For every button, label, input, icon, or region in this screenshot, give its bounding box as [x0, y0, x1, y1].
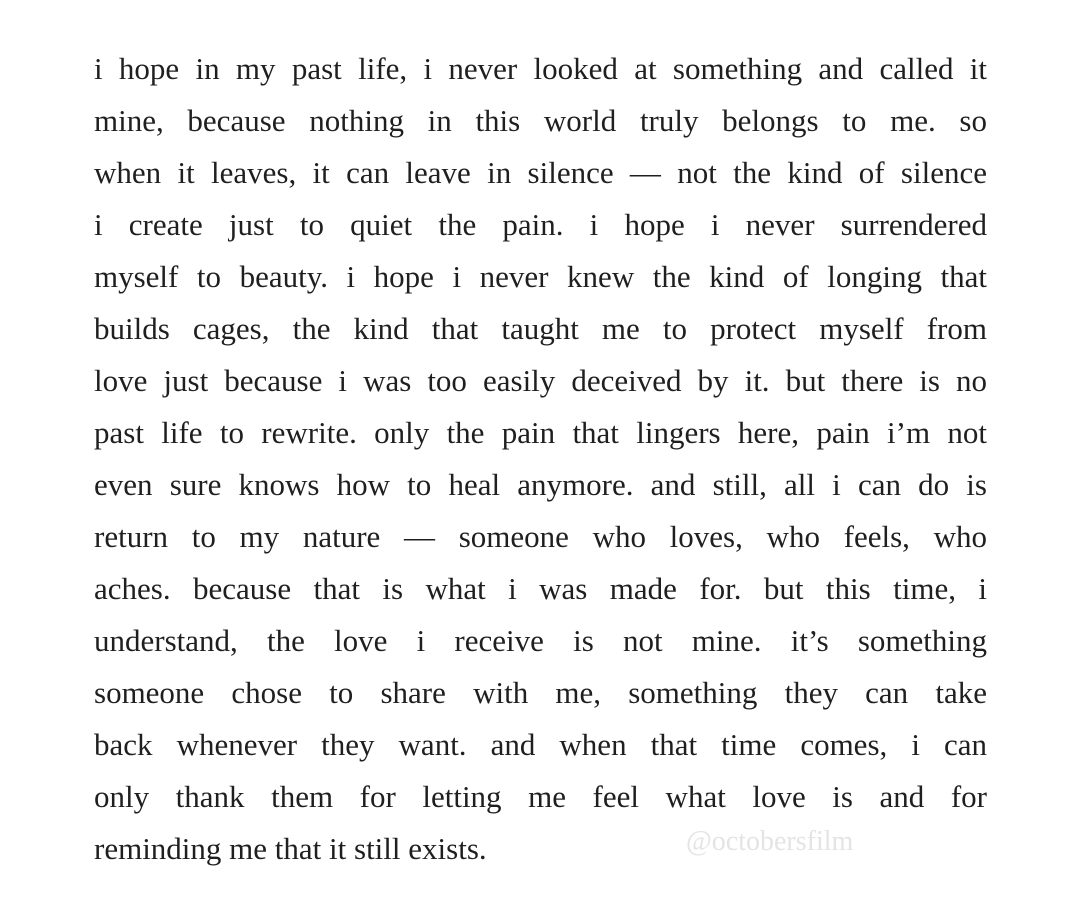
- text-line: back whenever they want. and when that time comes, i can: [94, 727, 987, 762]
- text-line: only thank them for letting me feel what love is and for: [94, 779, 987, 814]
- text-line: mine, because nothing in this world truly belongs to me. so: [94, 103, 987, 138]
- text-line: myself to beauty. i hope i never knew the kind of longing that: [94, 259, 987, 294]
- text-line: i create just to quiet the pain. i hope i never surrendered: [94, 207, 987, 242]
- text-line: understand, the love i receive is not mine. it’s something: [94, 623, 987, 658]
- watermark-handle: @octobersfilm: [686, 826, 854, 857]
- text-line: return to my nature — someone who loves, who feels, who: [94, 519, 987, 554]
- poem-text-block: [94, 43, 987, 875]
- text-line: someone chose to share with me, something they can take: [94, 675, 987, 710]
- text-line: even sure knows how to heal anymore. and still, all i can do is: [94, 467, 987, 502]
- text-line: when it leaves, it can leave in silence — not the kind of silence: [94, 155, 987, 190]
- text-line: builds cages, the kind that taught me to protect myself from: [94, 311, 987, 346]
- text-line: love just because i was too easily deceived by it. but there is no: [94, 363, 987, 398]
- text-line: reminding me that it still exists.: [94, 831, 487, 866]
- text-line: past life to rewrite. only the pain that lingers here, pain i’m not: [94, 415, 987, 450]
- text-line: aches. because that is what i was made for. but this time, i: [94, 571, 987, 606]
- text-line: i hope in my past life, i never looked at something and called it: [94, 51, 987, 86]
